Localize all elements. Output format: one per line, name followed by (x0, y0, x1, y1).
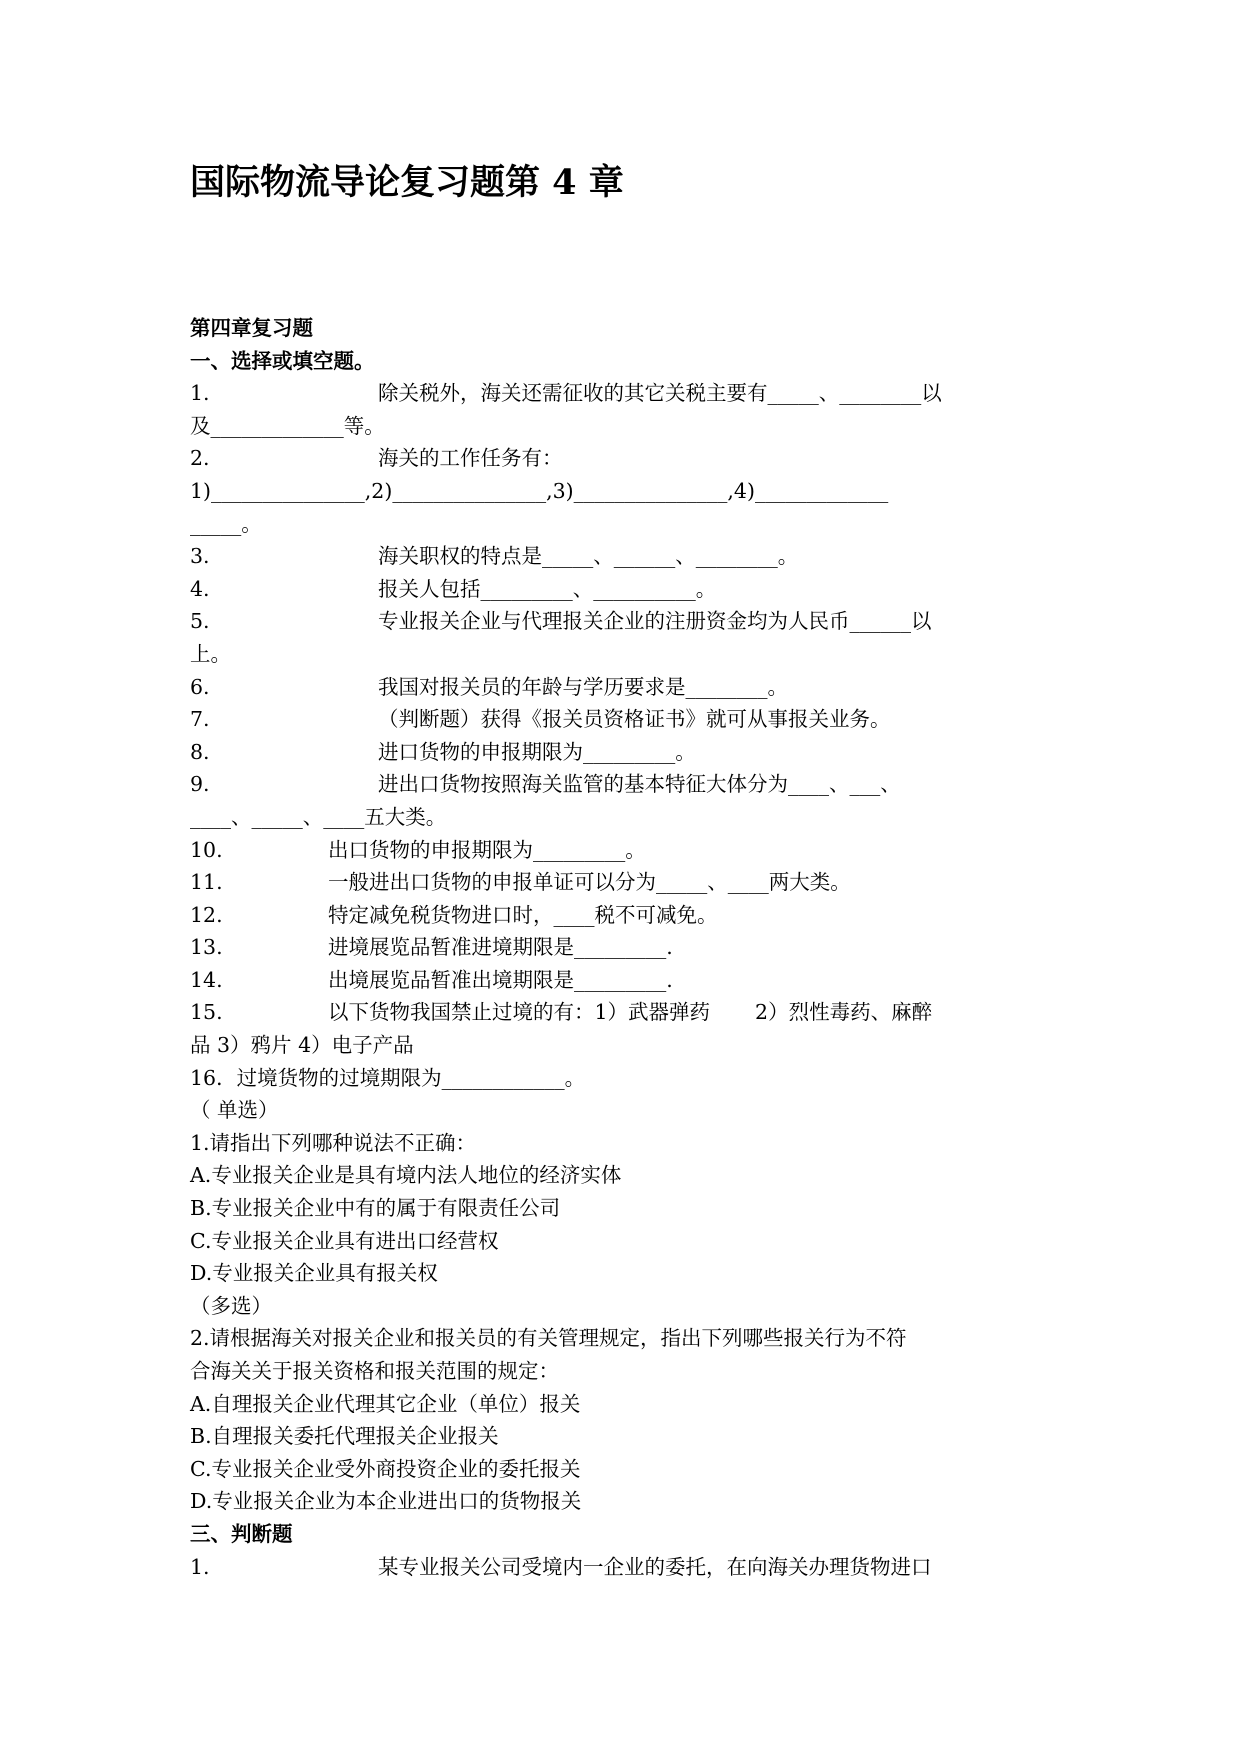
question-10 (190, 834, 1060, 867)
question-11 (190, 866, 1060, 899)
mc2-stem-continued: 合海关关于报关资格和报关范围的规定： (190, 1359, 559, 1383)
question-number: 15. (190, 1000, 223, 1025)
question-5 (190, 605, 1060, 638)
question-text: 进出口货物按照海关监管的基本特征大体分为____、___、 (378, 772, 901, 797)
question-text: 海关的工作任务有： (378, 446, 563, 471)
question-9-continued: ____、_____、____五大类。 (190, 804, 447, 829)
chapter-heading: 第四章复习题 (190, 316, 313, 340)
mc1-option-d: D.专业报关企业具有报关权 (190, 1261, 438, 1286)
mc1-option-a: A.专业报关企业是具有境内法人地位的经济实体 (190, 1163, 622, 1188)
question-9 (190, 768, 1060, 801)
question-text: 海关职权的特点是_____、______、________。 (378, 544, 799, 569)
question-15 (190, 996, 1060, 1029)
question-number: 6. (190, 674, 210, 699)
page-title: 国际物流导论复习题第 4 章 (190, 162, 624, 203)
question-4 (190, 573, 1060, 606)
question-text: 专业报关企业与代理报关企业的注册资金均为人民币______以 (378, 609, 932, 634)
multi-choice-label: （多选） (190, 1293, 272, 1318)
question-text: 进口货物的申报期限为_________。 (378, 739, 696, 764)
question-3 (190, 540, 1060, 573)
question-2-continued: _____。 (190, 511, 262, 536)
question-14 (190, 964, 1060, 997)
question-number: 13. (190, 935, 223, 960)
question-13 (190, 931, 1060, 964)
document-body (190, 312, 1060, 1583)
question-text: 一般进出口货物的申报单证可以分为_____、____两大类。 (328, 870, 851, 895)
question-number: 1. (190, 1554, 210, 1579)
question-number: 3. (190, 544, 210, 569)
question-5-continued: 上。 (190, 641, 231, 666)
question-text: 以下货物我国禁止过境的有：1）武器弹药 (328, 1000, 711, 1025)
mc1-option-b: B.专业报关企业中有的属于有限责任公司 (190, 1196, 561, 1221)
question-number: 8. (190, 739, 210, 764)
question-text: 我国对报关员的年龄与学历要求是________。 (378, 674, 788, 699)
question-number: 5. (190, 609, 210, 634)
question-number: 10. (190, 837, 223, 862)
question-number: 1. (190, 381, 210, 406)
question-number: 4. (190, 576, 210, 601)
mc2-option-d: D.专业报关企业为本企业进出口的货物报关 (190, 1489, 582, 1514)
question-text: （判断题）获得《报关员资格证书》就可从事报关业务。 (378, 707, 891, 732)
question-number: 12. (190, 902, 223, 927)
question-text: 出境展览品暂准出境期限是_________. (328, 967, 673, 992)
section-heading-true-false: 三、判断题 (190, 1521, 293, 1546)
question-15-continued: 品 3）鸦片 4）电子产品 (190, 1033, 414, 1058)
mc2-option-c: C.专业报关企业受外商投资企业的委托报关 (190, 1456, 581, 1481)
single-choice-label: （ 单选） (190, 1098, 279, 1123)
question-16: 16．过境货物的过境期限为____________。 (190, 1065, 586, 1090)
question-text: 特定减免税货物进口时，____税不可减免。 (328, 902, 718, 927)
question-1-continued: 及_____________等。 (190, 413, 385, 438)
question-text: 某专业报关公司受境内一企业的委托，在向海关办理货物进口 (378, 1554, 932, 1579)
question-number: 14. (190, 967, 223, 992)
tf-question-1 (190, 1551, 1060, 1584)
section-heading-fill-in: 一、选择或填空题。 (190, 348, 375, 373)
question-text: 出口货物的申报期限为_________。 (328, 837, 646, 862)
mc2-option-a: A.自理报关企业代理其它企业（单位）报关 (190, 1391, 581, 1416)
question-text-option: 2）烈性毒药、麻醉 (755, 1000, 933, 1025)
question-number: 7. (190, 707, 210, 732)
question-8 (190, 736, 1060, 769)
question-7 (190, 703, 1060, 736)
question-text: 报关人包括_________、__________。 (378, 576, 717, 601)
question-2 (190, 442, 1060, 475)
question-12 (190, 899, 1060, 932)
question-text: 除关税外，海关还需征收的其它关税主要有_____、________以 (378, 381, 942, 406)
mc2-option-b: B.自理报关委托代理报关企业报关 (190, 1424, 499, 1449)
question-number: 9. (190, 772, 210, 797)
mc1-stem: 1.请指出下列哪种说法不正确： (190, 1130, 477, 1155)
question-number: 2. (190, 446, 210, 471)
question-number: 11. (190, 870, 223, 895)
mc1-option-c: C.专业报关企业具有进出口经营权 (190, 1228, 499, 1253)
question-6 (190, 671, 1060, 704)
question-text: 进境展览品暂准进境期限是_________. (328, 935, 673, 960)
question-1 (190, 377, 1060, 410)
mc2-stem: 2.请根据海关对报关企业和报关员的有关管理规定，指出下列哪些报关行为不符 (190, 1326, 907, 1351)
question-2-blanks: 1)_______________,2)_______________,3)_______________,4)_____________ (190, 478, 889, 503)
